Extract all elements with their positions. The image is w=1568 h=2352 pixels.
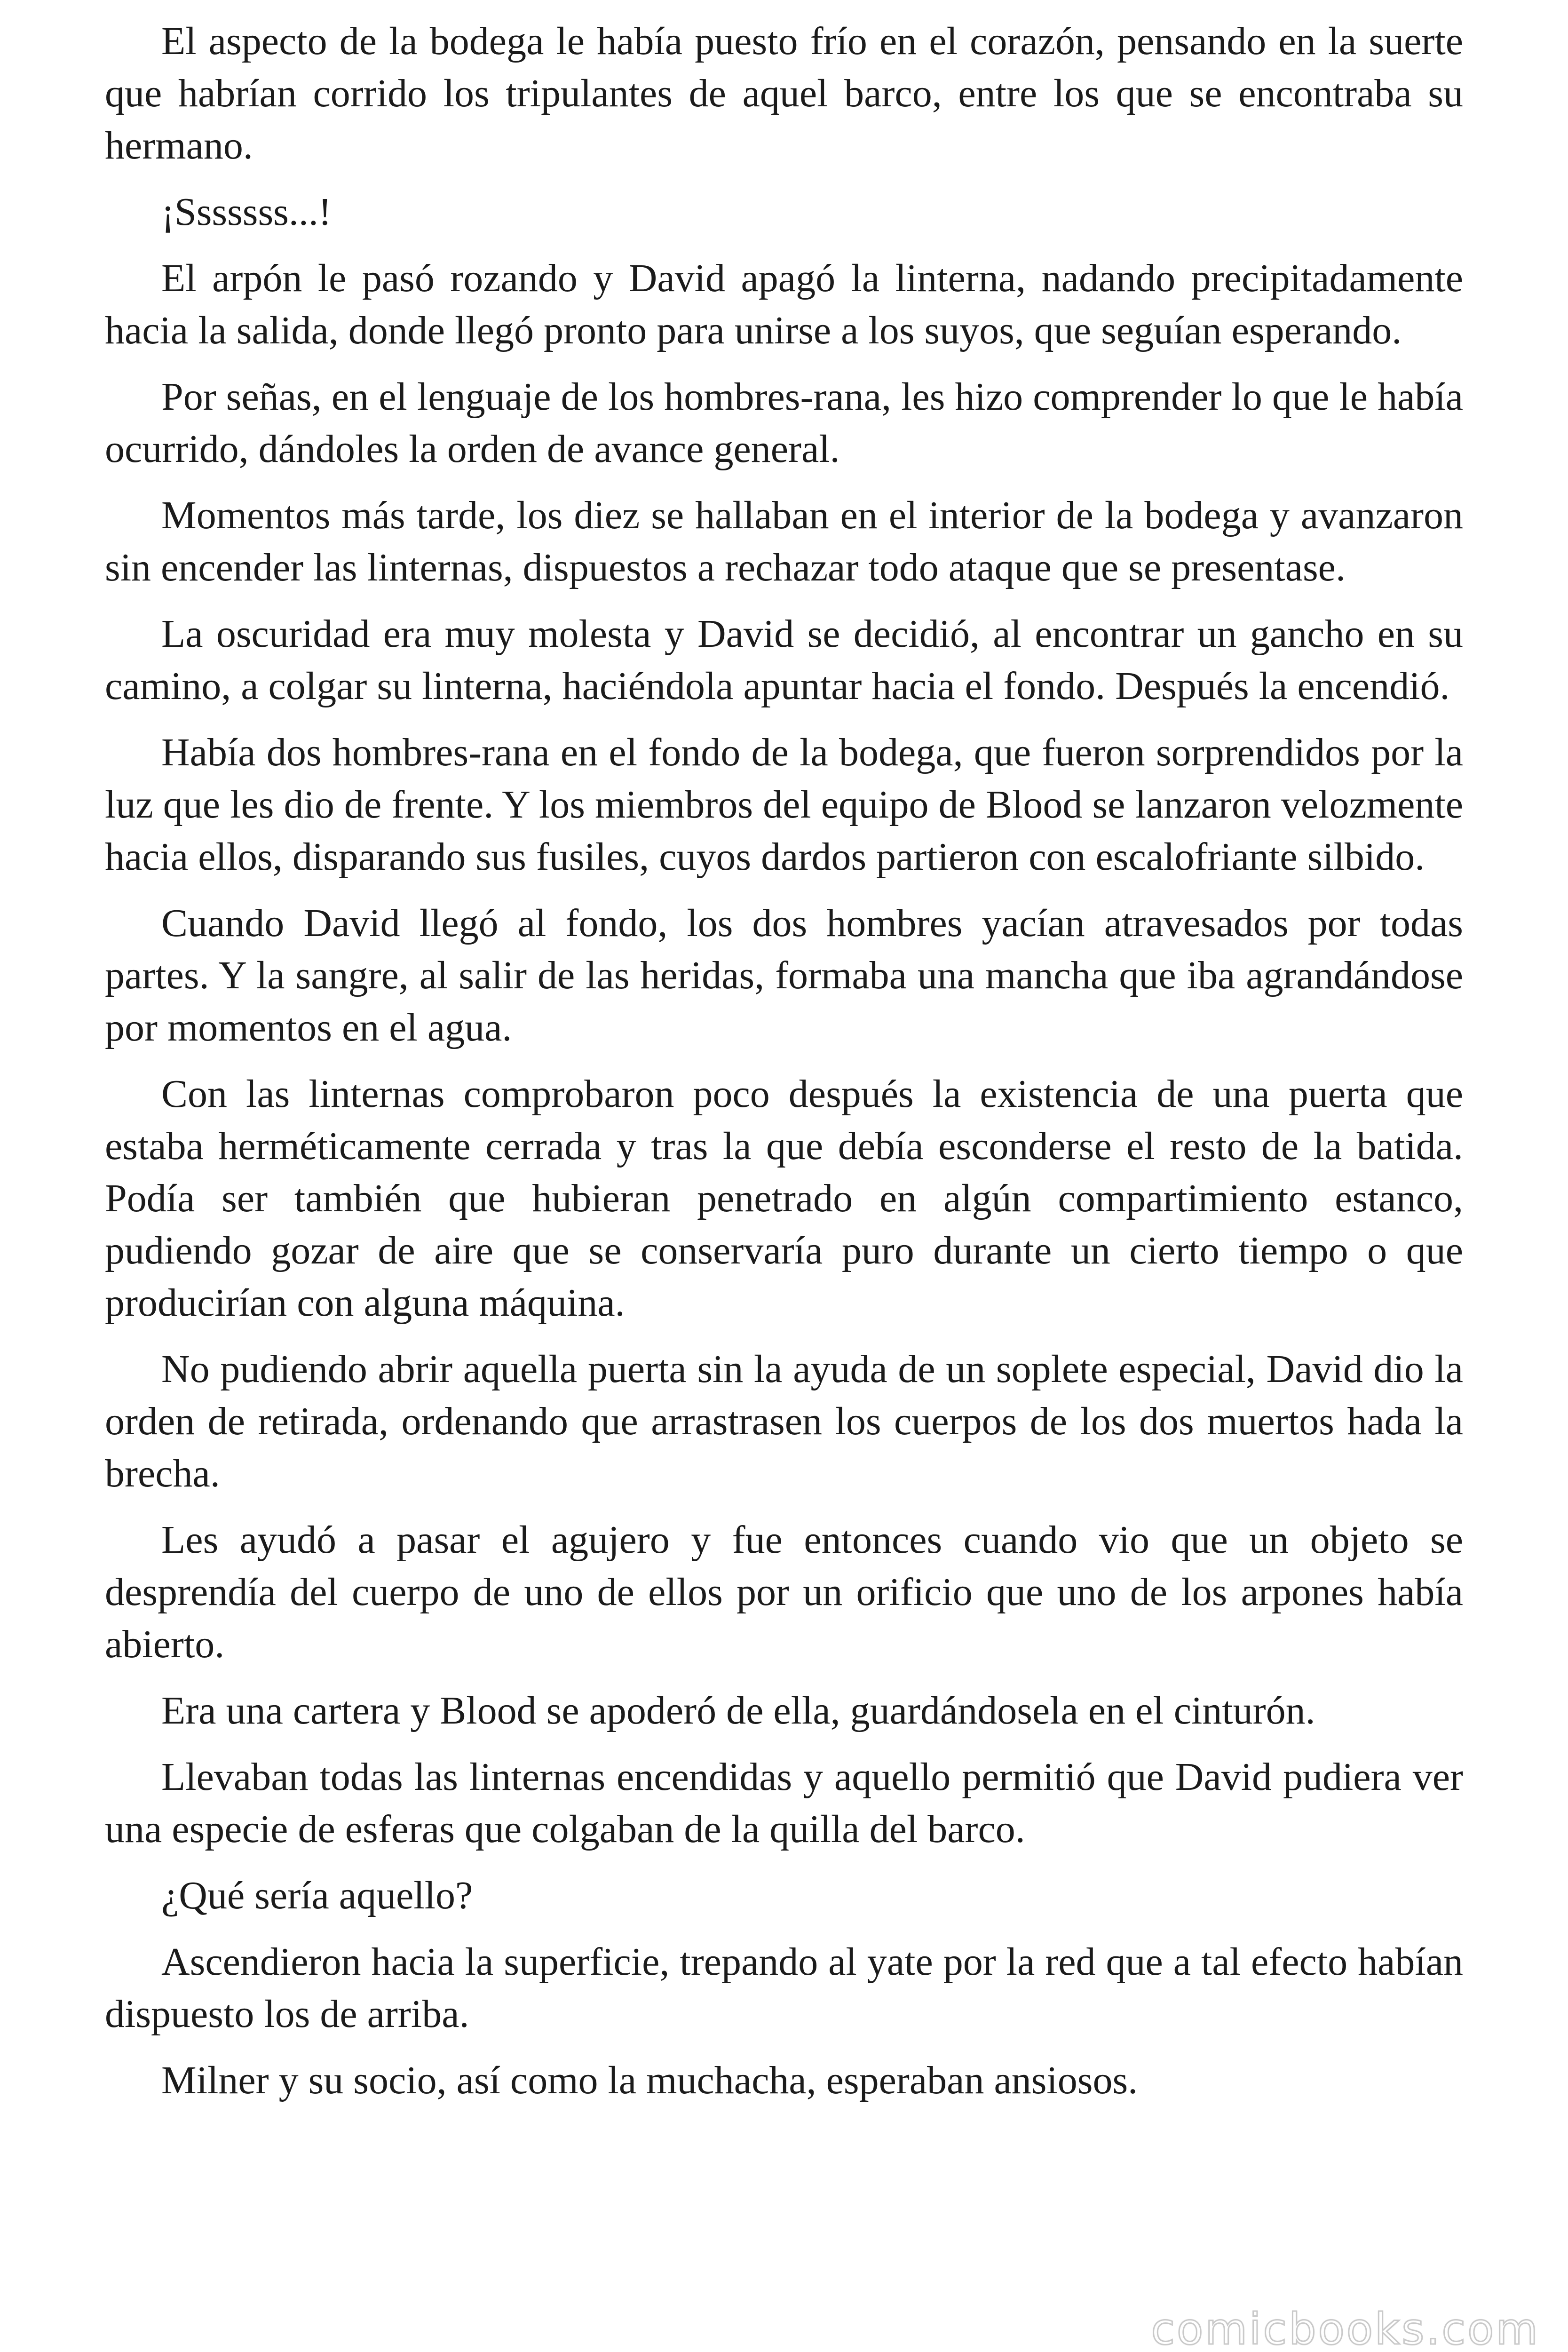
paragraph: No pudiendo abrir aquella puerta sin la ayuda de un soplete especial, David dio la orden de retirada, ordenando que arrastrasen los cuerpos de los dos muertos hada la brecha.: [105, 1347, 1463, 1495]
paragraph: Momentos más tarde, los diez se hallaban en el interior de la bodega y avanzaron sin encender las linternas, dispuestos a rechazar todo ataque que se presentase.: [105, 493, 1463, 589]
paragraph: Les ayudó a pasar el agujero y fue entonces cuando vio que un objeto se desprendía del cuerpo de uno de ellos por un orificio que uno de los arpones había abierto.: [105, 1518, 1463, 1666]
paragraph: ¿Qué sería aquello?: [161, 1874, 473, 1917]
paragraph: Milner y su socio, así como la muchacha, esperaban ansiosos.: [161, 2058, 1138, 2102]
paragraph: Por señas, en el lenguaje de los hombres-rana, les hizo comprender lo que le había ocurrido, dándoles la orden de avance general.: [105, 375, 1463, 471]
paragraph: Cuando David llegó al fondo, los dos hombres yacían atravesados por todas partes. Y la sangre, al salir de las heridas, formaba una mancha que iba agrandándose por momentos en el agua.: [105, 901, 1463, 1049]
paragraph: Era una cartera y Blood se apoderó de ella, guardándosela en el cinturón.: [161, 1689, 1315, 1732]
paragraph: El arpón le pasó rozando y David apagó la linterna, nadando precipitadamente hacia la salida, donde llegó pronto para unirse a los suyos, que seguían esperando.: [105, 256, 1463, 352]
paragraph: El aspecto de la bodega le había puesto frío en el corazón, pensando en la suerte que habrían corrido los tripulantes de aquel barco, entre los que se encontraba su hermano.: [105, 19, 1463, 167]
paragraph: Con las linternas comprobaron poco después la existencia de una puerta que estaba herméticamente cerrada y tras la que debía esconderse el resto de la batida. Podía ser también que hubieran penetrado en algún compartimiento estanco, pudiendo gozar de aire que se conservaría puro durante un cierto tiempo o que producirían con alguna máquina.: [105, 1072, 1463, 1325]
paragraph: Había dos hombres-rana en el fondo de la bodega, que fueron sorprendidos por la luz que les dio de frente. Y los miembros del equipo de Blood se lanzaron velozmente hacia ellos, disparando sus fusiles, cuyos dardos partieron con escalofriante silbido.: [105, 731, 1463, 879]
watermark: comicbooks.com: [1151, 2304, 1540, 2352]
paragraph: Llevaban todas las linternas encendidas y aquello permitió que David pudiera ver una especie de esferas que colgaban de la quilla del barco.: [105, 1755, 1463, 1851]
paragraph: ¡Sssssss...!: [161, 190, 332, 234]
paragraph: Ascendieron hacia la superficie, trepando al yate por la red que a tal efecto habían dispuesto los de arriba.: [105, 1940, 1463, 2036]
book-page-text: [105, 15, 1463, 2121]
paragraph: La oscuridad era muy molesta y David se decidió, al encontrar un gancho en su camino, a colgar su linterna, haciéndola apuntar hacia el fondo. Después la encendió.: [105, 612, 1463, 708]
